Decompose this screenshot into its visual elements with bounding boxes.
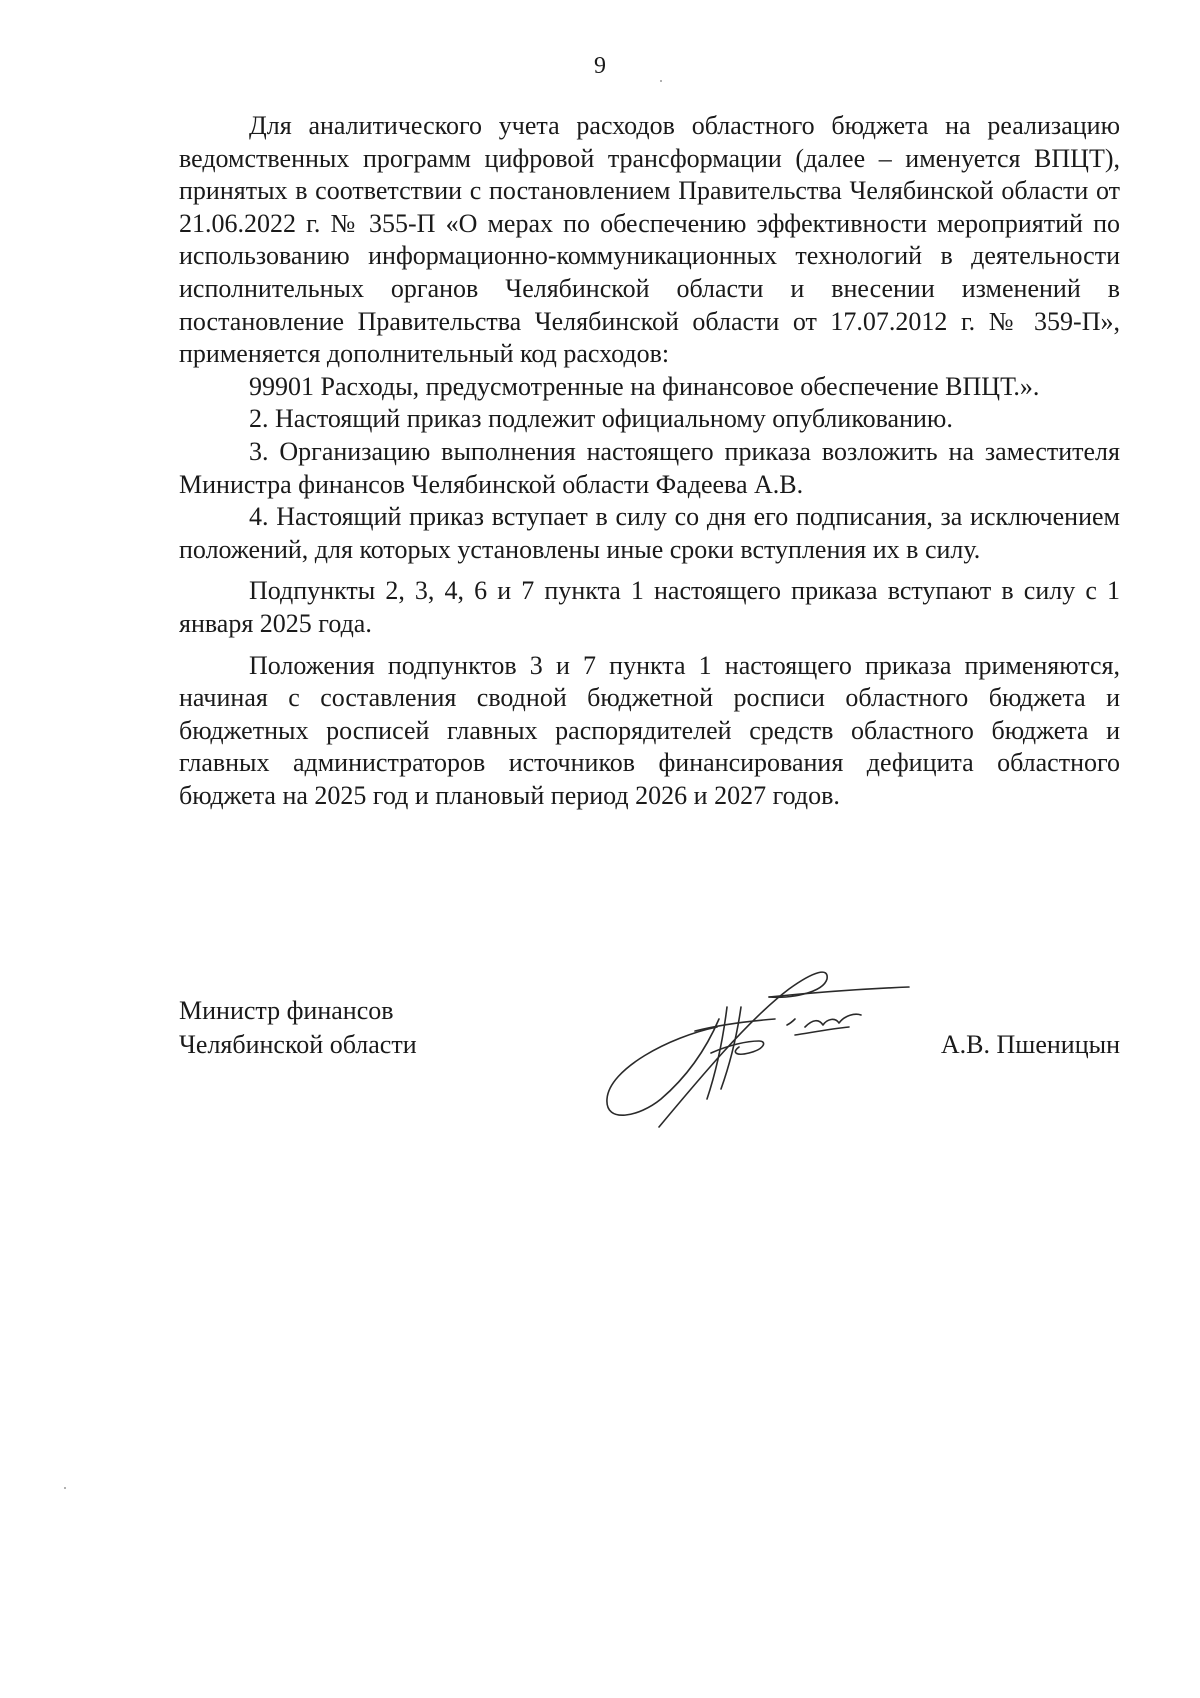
paragraph-application-provisions: Положения подпунктов 3 и 7 пункта 1 настоящего приказа применяются, начиная с составления сводной бюджетной росписи областного бюджета и бюджетных росписей главных распорядителей средств областного бюджета и главных администраторов источников финансирования дефицита областного бюджета на 2025 год и плановый период 2026 и 2027 годов. [179,650,1120,810]
paragraph-effective-date: Подпункты 2, 3, 4, 6 и 7 пункта 1 настоящего приказа вступают в силу с 1 января 2025 года. [179,576,1120,638]
signer-title [179,994,417,1062]
paragraph-item-2: 2. Настоящий приказ подлежит официальному опубликованию. [249,404,953,434]
signer-title-line-1: Министр финансов [179,996,394,1025]
signer-title-line-2: Челябинской области [179,1030,417,1059]
page-number: 9 [594,53,606,79]
paragraph-item-3: 3. Организацию выполнения настоящего приказа возложить на заместителя Министра финансов Челябинской области Фадеева А.В. [179,436,1120,499]
paragraph-analytic-accounting: Для аналитического учета расходов областного бюджета на реализацию ведомственных программ цифровой трансформации (далее – именуется ВПЦТ), принятых в соответствии с постановлением Правительства Челябинской области от 21.06.2022 г. № 355-П «О мерах по обеспечению эффективности мероприятий по использованию информационно-коммуникационных технологий в деятельности исполнительных органов Челябинской области и внесении изменений в постановление Правительства Челябинской области от 17.07.2012 г. № 359-П», применяется дополнительный код расходов: [179,111,1120,369]
signature-block [179,994,1120,1134]
document-body [179,110,1120,812]
handwritten-signature-icon [599,949,939,1139]
scan-speck [660,80,662,82]
paragraph-expense-code: 99901 Расходы, предусмотренные на финансовое обеспечение ВПЦТ.». [249,371,1040,401]
signer-name: А.В. Пшеницын [940,1030,1120,1059]
paragraph-item-4: 4. Настоящий приказ вступает в силу со дня его подписания, за исключением положений, для которых установлены иные сроки вступления их в силу. [179,502,1120,564]
scan-speck [64,1487,66,1489]
